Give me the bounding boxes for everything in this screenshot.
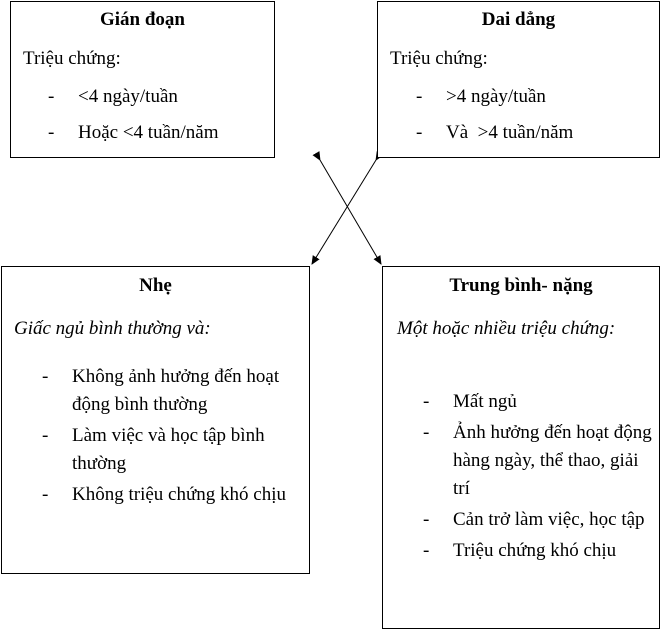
symptom-list	[416, 83, 646, 155]
list-item	[42, 422, 302, 478]
bullet-dash: -	[48, 86, 55, 107]
list-item	[48, 83, 268, 119]
list-item-text: Mất ngủ	[453, 391, 517, 412]
list-item	[416, 119, 646, 155]
list-item	[42, 481, 302, 509]
list-item	[423, 537, 653, 565]
symptom-list	[42, 363, 302, 512]
bullet-dash: -	[423, 391, 430, 412]
box-intro: Triệu chứng:	[390, 48, 488, 69]
list-item	[42, 363, 302, 419]
list-item	[48, 119, 268, 155]
box-intro: Triệu chứng:	[23, 48, 121, 69]
list-item-text: Không triệu chứng khó chịu	[72, 484, 286, 505]
list-item-text: <4 ngày/tuần	[78, 86, 178, 107]
bullet-dash: -	[416, 86, 423, 107]
box-title: Dai dẳng	[481, 9, 556, 30]
list-item-text: Hoặc <4 tuần/năm	[78, 122, 219, 143]
list-item	[423, 419, 653, 503]
bullet-dash: -	[423, 509, 430, 530]
list-item	[423, 506, 653, 534]
bullet-dash: -	[423, 422, 430, 443]
bullet-dash: -	[42, 366, 49, 387]
list-item-text: Ảnh hưởng đến hoạt động hàng ngày, thể thao, giải trí	[453, 422, 652, 499]
box-mild	[1, 266, 310, 574]
bullet-dash: -	[48, 122, 55, 143]
box-intermittent	[10, 1, 275, 158]
list-item	[423, 388, 653, 416]
box-persistent	[377, 1, 660, 158]
symptom-list	[423, 388, 653, 568]
box-title: Nhẹ	[139, 275, 172, 296]
arrow-persistent-to-mild	[312, 160, 376, 264]
bullet-dash: -	[416, 122, 423, 143]
list-item	[416, 83, 646, 119]
box-intro: Một hoặc nhiều triệu chứng:	[397, 318, 616, 339]
box-intro: Giấc ngủ bình thường và:	[14, 318, 211, 339]
box-title: Gián đoạn	[99, 9, 185, 30]
list-item-text: Triệu chứng khó chịu	[453, 540, 617, 561]
list-item-text: Làm việc và học tập bình thường	[72, 425, 265, 474]
bullet-dash: -	[42, 425, 49, 446]
box-moderate-severe	[382, 266, 660, 629]
list-item-text: Và >4 tuần/năm	[446, 122, 574, 143]
box-title: Trung bình- nặng	[449, 275, 593, 296]
list-item-text: >4 ngày/tuần	[446, 86, 546, 107]
list-item-text: Không ảnh hưởng đến hoạt động bình thường	[72, 366, 280, 415]
bullet-dash: -	[423, 540, 430, 561]
symptom-list	[48, 83, 268, 155]
bullet-dash: -	[42, 484, 49, 505]
arrow-intermittent-to-moderate	[320, 160, 381, 264]
list-item-text: Cản trở làm việc, học tập	[453, 509, 645, 530]
